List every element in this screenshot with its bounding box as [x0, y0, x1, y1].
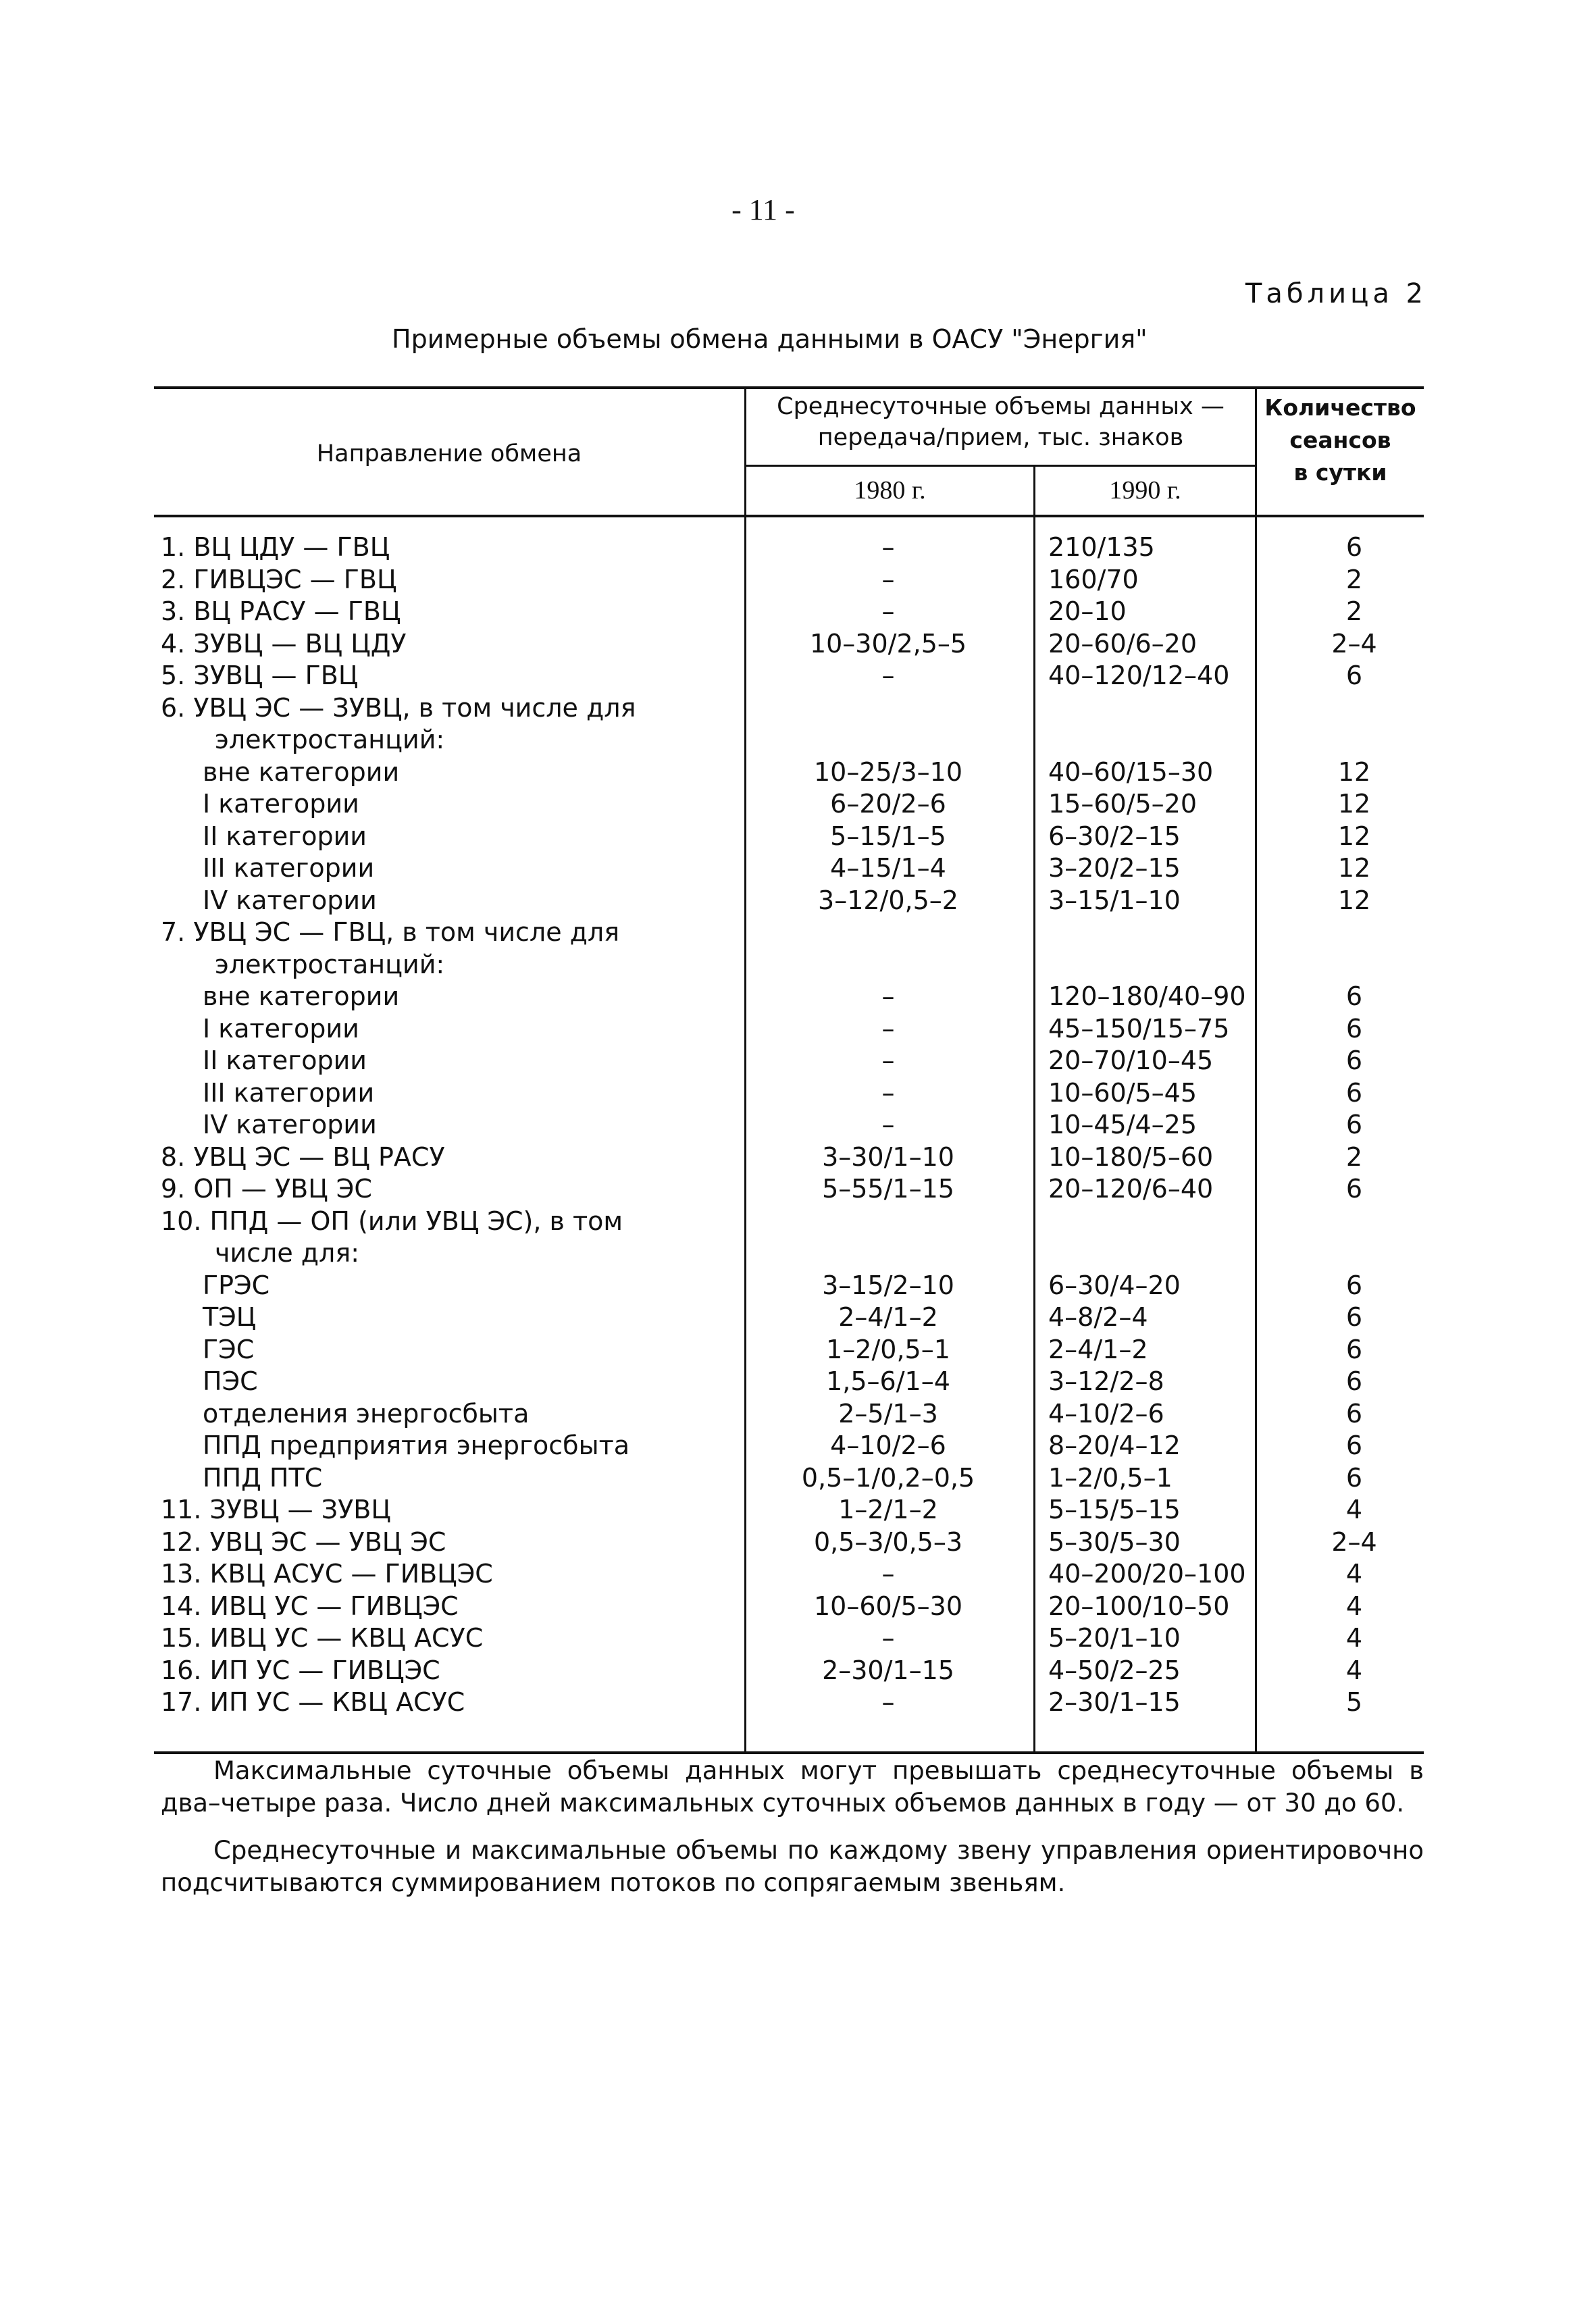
- cell-volume-1980: 0,5–3/0,5–3: [813, 1527, 963, 1557]
- cell-volume-1980: 4–10/2–6: [830, 1431, 946, 1460]
- cell-sessions: 2–4: [1331, 629, 1377, 659]
- table-row: [0, 1333, 1596, 1366]
- cell-sessions: 6: [1345, 1302, 1363, 1332]
- cell-sessions: 6: [1345, 1014, 1363, 1044]
- cell-direction: II категории: [203, 1046, 367, 1075]
- cell-sessions: 4: [1345, 1559, 1363, 1589]
- cell-direction: 8. УВЦ ЭС — ВЦ РАСУ: [161, 1142, 445, 1172]
- cell-volume-1990: 6–30/4–20: [1048, 1270, 1181, 1300]
- table-row: [0, 1237, 1596, 1269]
- table-row: [0, 820, 1596, 852]
- cell-volume-1980: 2–4/1–2: [838, 1302, 938, 1332]
- table-row: [0, 692, 1596, 724]
- cell-volume-1980: 10–60/5–30: [813, 1591, 963, 1621]
- cell-volume-1980: –: [881, 1014, 895, 1044]
- cell-sessions: 6: [1345, 1078, 1363, 1108]
- cell-volume-1990: 160/70: [1048, 565, 1139, 594]
- cell-volume-1980: 3–30/1–10: [822, 1142, 954, 1172]
- cell-sessions: 4: [1345, 1591, 1363, 1621]
- cell-volume-1980: 3–12/0,5–2: [818, 885, 958, 915]
- cell-direction: отделения энергосбыта: [203, 1399, 530, 1429]
- cell-volume-1990: 20–120/6–40: [1048, 1174, 1214, 1204]
- table-row: [0, 595, 1596, 627]
- table-row: [0, 531, 1596, 563]
- table-row: [0, 1622, 1596, 1654]
- cell-volume-1990: 120–180/40–90: [1048, 981, 1246, 1011]
- table-row: [0, 1141, 1596, 1173]
- cell-volume-1980: 4–15/1–4: [830, 853, 946, 883]
- table-row: [0, 1526, 1596, 1558]
- cell-sessions: 4: [1345, 1655, 1363, 1685]
- cell-direction: II категории: [203, 821, 367, 851]
- cell-sessions: 2: [1345, 1142, 1363, 1172]
- cell-direction: 15. ИВЦ УС — КВЦ АСУС: [161, 1623, 484, 1653]
- cell-volume-1990: 1–2/0,5–1: [1048, 1463, 1173, 1493]
- cell-volume-1980: 2–30/1–15: [822, 1655, 954, 1685]
- table-row: [0, 723, 1596, 756]
- cell-volume-1990: 20–60/6–20: [1048, 629, 1198, 659]
- cell-volume-1980: 5–15/1–5: [830, 821, 946, 851]
- table-row: [0, 1044, 1596, 1077]
- table-row: [0, 1397, 1596, 1430]
- cell-volume-1980: 10–25/3–10: [813, 757, 963, 787]
- cell-direction: ППД предприятия энергосбыта: [203, 1431, 629, 1460]
- cell-volume-1990: 40–200/20–100: [1048, 1559, 1246, 1589]
- cell-sessions: 6: [1345, 1463, 1363, 1493]
- cell-volume-1980: 1–2/0,5–1: [826, 1335, 950, 1364]
- cell-volume-1990: 10–60/5–45: [1048, 1078, 1198, 1108]
- cell-volume-1990: 3–20/2–15: [1048, 853, 1181, 883]
- cell-volume-1990: 5–15/5–15: [1048, 1495, 1181, 1524]
- cell-volume-1990: 6–30/2–15: [1048, 821, 1181, 851]
- cell-volume-1990: 45–150/15–75: [1048, 1014, 1230, 1044]
- cell-volume-1980: –: [881, 1078, 895, 1108]
- cell-volume-1980: 3–15/2–10: [822, 1270, 954, 1300]
- cell-volume-1990: 3–12/2–8: [1048, 1366, 1164, 1396]
- header-avg-volume-line2: передача/прием, тыс. знаков: [817, 424, 1184, 451]
- cell-volume-1980: 1–2/1–2: [838, 1495, 938, 1524]
- cell-volume-1990: 3–15/1–10: [1048, 885, 1181, 915]
- cell-volume-1990: 20–100/10–50: [1048, 1591, 1230, 1621]
- cell-direction: 12. УВЦ ЭС — УВЦ ЭС: [161, 1527, 446, 1557]
- cell-volume-1990: 20–70/10–45: [1048, 1046, 1214, 1075]
- table-row: [0, 916, 1596, 948]
- cell-sessions: 2: [1345, 596, 1363, 626]
- cell-direction: IV категории: [203, 885, 377, 915]
- cell-sessions: 4: [1345, 1495, 1363, 1524]
- cell-sessions: 6: [1345, 981, 1363, 1011]
- cell-direction: 10. ППД — ОП (или УВЦ ЭС), в том: [161, 1206, 623, 1236]
- header-direction: Направление обмена: [316, 440, 582, 467]
- cell-direction: I категории: [203, 789, 359, 819]
- header-avg-volume-line1: Среднесуточные объемы данных —: [777, 393, 1225, 420]
- table-row: [0, 756, 1596, 788]
- cell-volume-1980: 2–5/1–3: [838, 1399, 938, 1429]
- cell-volume-1990: 5–20/1–10: [1048, 1623, 1181, 1653]
- cell-volume-1980: –: [881, 1687, 895, 1717]
- cell-direction: 2. ГИВЦЭС — ГВЦ: [161, 565, 397, 594]
- year-divider-rule: [745, 465, 1257, 467]
- cell-volume-1990: 8–20/4–12: [1048, 1431, 1181, 1460]
- cell-volume-1990: 2–30/1–15: [1048, 1687, 1181, 1717]
- cell-direction: ПЭС: [203, 1366, 258, 1396]
- table-row: [0, 1590, 1596, 1622]
- table-row: [0, 1108, 1596, 1141]
- cell-volume-1980: –: [881, 981, 895, 1011]
- cell-sessions: 6: [1345, 1366, 1363, 1396]
- cell-volume-1990: 10–180/5–60: [1048, 1142, 1214, 1172]
- table-bottom-rule: [154, 1751, 1424, 1754]
- cell-direction: вне категории: [203, 757, 400, 787]
- header-year-1990: 1990 г.: [1109, 476, 1181, 505]
- header-sessions-line1: Количество: [1264, 394, 1416, 421]
- table-row: [0, 1205, 1596, 1237]
- table-row: [0, 1429, 1596, 1462]
- cell-direction: 11. ЗУВЦ — ЗУВЦ: [161, 1495, 391, 1524]
- cell-direction: III категории: [203, 853, 375, 883]
- table-row: [0, 1686, 1596, 1718]
- cell-volume-1980: 10–30/2,5–5: [809, 629, 967, 659]
- cell-volume-1980: –: [881, 1110, 895, 1139]
- cell-direction: IV категории: [203, 1110, 377, 1139]
- cell-direction: 9. ОП — УВЦ ЭС: [161, 1174, 372, 1204]
- cell-direction: 16. ИП УС — ГИВЦЭС: [161, 1655, 440, 1685]
- cell-sessions: 4: [1345, 1623, 1363, 1653]
- note-paragraph: Среднесуточные и максимальные объемы по каждому звену управления ориентировочно подсчитываются суммированием потоков по сопрягаемым звеньям.: [161, 1836, 1424, 1897]
- cell-volume-1990: 210/135: [1048, 532, 1155, 562]
- table-top-rule: [154, 386, 1424, 389]
- cell-volume-1980: 6–20/2–6: [830, 789, 946, 819]
- header-sessions-line2: сеансов: [1289, 427, 1391, 453]
- table-row: [0, 948, 1596, 981]
- cell-direction: 5. ЗУВЦ — ГВЦ: [161, 661, 359, 690]
- cell-sessions: 2–4: [1331, 1527, 1377, 1557]
- cell-sessions: 5: [1345, 1687, 1363, 1717]
- cell-sessions: 12: [1337, 821, 1371, 851]
- cell-volume-1990: 40–120/12–40: [1048, 661, 1230, 690]
- cell-sessions: 6: [1345, 1046, 1363, 1075]
- cell-direction: электростанций:: [215, 725, 445, 754]
- table-row: [0, 884, 1596, 917]
- cell-volume-1990: 2–4/1–2: [1048, 1335, 1148, 1364]
- cell-sessions: 12: [1337, 757, 1371, 787]
- cell-sessions: 6: [1345, 532, 1363, 562]
- cell-sessions: 12: [1337, 853, 1371, 883]
- table-row: [0, 1493, 1596, 1526]
- table-row: [0, 1365, 1596, 1397]
- cell-sessions: 6: [1345, 1399, 1363, 1429]
- cell-sessions: 6: [1345, 1174, 1363, 1204]
- cell-volume-1990: 4–8/2–4: [1048, 1302, 1148, 1332]
- cell-sessions: 12: [1337, 789, 1371, 819]
- cell-volume-1990: 4–10/2–6: [1048, 1399, 1164, 1429]
- cell-direction: 6. УВЦ ЭС — ЗУВЦ, в том числе для: [161, 693, 636, 723]
- table-row: [0, 852, 1596, 884]
- cell-direction: вне категории: [203, 981, 400, 1011]
- notes: [161, 1755, 1424, 1914]
- table-row: [0, 1654, 1596, 1687]
- cell-direction: 3. ВЦ РАСУ — ГВЦ: [161, 596, 401, 626]
- cell-volume-1980: 1,5–6/1–4: [826, 1366, 950, 1396]
- cell-direction: 14. ИВЦ УС — ГИВЦЭС: [161, 1591, 459, 1621]
- table-label: Таблица 2: [1245, 278, 1427, 309]
- page-number: - 11 -: [731, 193, 795, 226]
- table-row: [0, 627, 1596, 660]
- cell-sessions: 6: [1345, 1270, 1363, 1300]
- cell-sessions: 12: [1337, 885, 1371, 915]
- cell-direction: ГРЭС: [203, 1270, 270, 1300]
- cell-direction: числе для:: [215, 1238, 360, 1268]
- table-row: [0, 788, 1596, 820]
- table-row: [0, 980, 1596, 1012]
- header-bottom-rule: [154, 515, 1424, 517]
- header-sessions-line3: в сутки: [1293, 459, 1387, 486]
- table-row: [0, 659, 1596, 692]
- cell-volume-1980: 0,5–1/0,2–0,5: [801, 1463, 975, 1493]
- cell-volume-1980: 5–55/1–15: [822, 1174, 954, 1204]
- table-row: [0, 1301, 1596, 1333]
- cell-volume-1980: –: [881, 565, 895, 594]
- cell-direction: 17. ИП УС — КВЦ АСУС: [161, 1687, 465, 1717]
- table-title: Примерные объемы обмена данными в ОАСУ "Энергия": [392, 324, 1148, 354]
- cell-direction: 1. ВЦ ЦДУ — ГВЦ: [161, 532, 390, 562]
- cell-volume-1990: 10–45/4–25: [1048, 1110, 1198, 1139]
- cell-direction: 7. УВЦ ЭС — ГВЦ, в том числе для: [161, 917, 620, 947]
- table-row: [0, 1077, 1596, 1109]
- cell-volume-1980: –: [881, 1623, 895, 1653]
- cell-volume-1980: –: [881, 532, 895, 562]
- cell-direction: ППД ПТС: [203, 1463, 323, 1493]
- cell-direction: 4. ЗУВЦ — ВЦ ЦДУ: [161, 629, 407, 659]
- table-row: [0, 1462, 1596, 1494]
- cell-sessions: 6: [1345, 1335, 1363, 1364]
- cell-direction: I категории: [203, 1014, 359, 1044]
- cell-direction: III категории: [203, 1078, 375, 1108]
- cell-sessions: 6: [1345, 661, 1363, 690]
- cell-volume-1990: 15–60/5–20: [1048, 789, 1198, 819]
- cell-volume-1980: –: [881, 1559, 895, 1589]
- table-row: [0, 1012, 1596, 1045]
- cell-volume-1990: 4–50/2–25: [1048, 1655, 1181, 1685]
- table-row: [0, 1558, 1596, 1590]
- cell-direction: ГЭС: [203, 1335, 255, 1364]
- cell-direction: ТЭЦ: [203, 1302, 257, 1332]
- cell-direction: электростанций:: [215, 950, 445, 979]
- cell-volume-1980: –: [881, 661, 895, 690]
- cell-sessions: 6: [1345, 1431, 1363, 1460]
- cell-volume-1990: 20–10: [1048, 596, 1127, 626]
- table-row: [0, 1173, 1596, 1205]
- cell-sessions: 2: [1345, 565, 1363, 594]
- note-paragraph: Максимальные суточные объемы данных могут превышать среднесуточные объемы в два–четыре раза. Число дней максимальных суточных объемов данных в году — от 30 до 60.: [161, 1756, 1424, 1818]
- cell-sessions: 6: [1345, 1110, 1363, 1139]
- table-row: [0, 1269, 1596, 1302]
- header-year-1980: 1980 г.: [854, 476, 926, 505]
- cell-direction: 13. КВЦ АСУС — ГИВЦЭС: [161, 1559, 493, 1589]
- cell-volume-1980: –: [881, 596, 895, 626]
- table-row: [0, 563, 1596, 596]
- cell-volume-1990: 5–30/5–30: [1048, 1527, 1181, 1557]
- cell-volume-1980: –: [881, 1046, 895, 1075]
- cell-volume-1990: 40–60/15–30: [1048, 757, 1214, 787]
